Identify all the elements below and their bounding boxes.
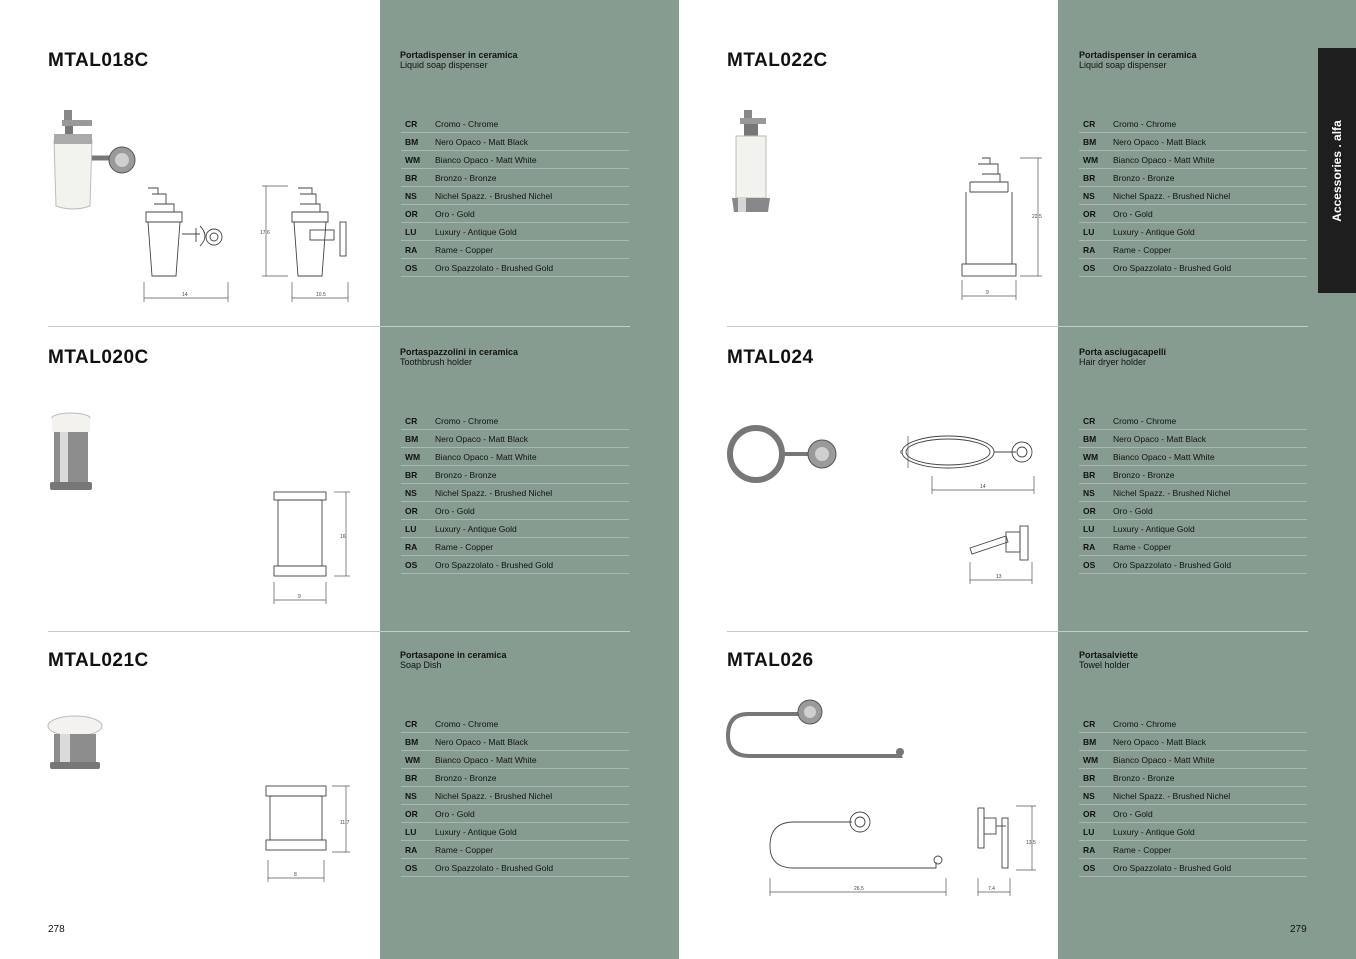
product-title (400, 50, 620, 70)
title-english: Soap Dish (400, 660, 442, 670)
title-italian: Portaspazzolini in ceramica (400, 347, 519, 357)
finish-code: WM (1083, 451, 1099, 462)
finish-code: RA (405, 244, 418, 255)
finish-name: Oro Spazzolato - Brushed Gold (435, 559, 554, 570)
finish-row (1079, 859, 1307, 877)
finish-row (401, 241, 629, 259)
finish-name: Oro - Gold (1113, 505, 1153, 516)
finish-code: NS (405, 487, 417, 498)
finish-code: OS (1083, 262, 1096, 273)
finish-name: Bronzo - Bronze (435, 172, 497, 183)
finish-name: Luxury - Antique Gold (1113, 826, 1195, 837)
finish-code: BR (405, 469, 418, 480)
finish-name: Nichel Spazz. - Brushed Nichel (435, 790, 553, 801)
finish-name: Nichel Spazz. - Brushed Nichel (1113, 487, 1231, 498)
title-english: Liquid soap dispenser (1079, 60, 1167, 70)
finish-name: Oro Spazzolato - Brushed Gold (435, 862, 554, 873)
finish-name: Rame - Copper (435, 541, 494, 552)
finish-name: Nichel Spazz. - Brushed Nichel (1113, 190, 1231, 201)
finish-name: Rame - Copper (1113, 244, 1172, 255)
dimension-label: 10.5 (316, 292, 326, 298)
finish-name: Oro - Gold (435, 208, 475, 219)
finish-code: CR (1083, 718, 1096, 729)
finish-name: Bianco Opaco - Matt White (1113, 154, 1215, 165)
finish-row (1079, 430, 1307, 448)
soap-dispenser-front-drawing (138, 182, 238, 304)
finish-row (1079, 448, 1307, 466)
finish-name: Bronzo - Bronze (1113, 172, 1175, 183)
finish-name: Cromo - Chrome (1113, 118, 1177, 129)
page-number-right: 279 (1290, 924, 1307, 935)
finish-row (1079, 823, 1307, 841)
finish-code: BR (1083, 172, 1096, 183)
finish-table (401, 715, 629, 877)
finish-row (1079, 733, 1307, 751)
finish-row (401, 187, 629, 205)
finish-name: Nero Opaco - Matt Black (1113, 136, 1207, 147)
finish-code: LU (1083, 523, 1095, 534)
finish-code: RA (405, 844, 418, 855)
finish-name: Nichel Spazz. - Brushed Nichel (1113, 790, 1231, 801)
finish-name: Oro - Gold (1113, 208, 1153, 219)
finish-row (1079, 115, 1307, 133)
dimension-label: 6 (900, 450, 903, 456)
finish-name: Nero Opaco - Matt Black (435, 433, 529, 444)
finish-row (1079, 556, 1307, 574)
dimension-label: 26.5 (854, 886, 864, 892)
product-title (1079, 50, 1299, 70)
finish-row (401, 823, 629, 841)
finish-row (1079, 223, 1307, 241)
finish-row (1079, 805, 1307, 823)
finish-row (1079, 841, 1307, 859)
finish-name: Rame - Copper (435, 244, 494, 255)
finish-name: Rame - Copper (1113, 844, 1172, 855)
finish-code: OR (1083, 505, 1096, 516)
countertop-dispenser-drawing (954, 152, 1046, 302)
product-title (400, 347, 620, 367)
title-italian: Portasapone in ceramica (400, 650, 507, 660)
product-code: MTAL020C (48, 347, 149, 368)
finish-name: Oro Spazzolato - Brushed Gold (435, 262, 554, 273)
dimension-label: 13.5 (1026, 840, 1036, 846)
finish-row (401, 151, 629, 169)
finish-name: Bianco Opaco - Matt White (435, 754, 537, 765)
dimension-label: 9 (986, 290, 989, 296)
finish-code: OR (405, 505, 418, 516)
finish-name: Nichel Spazz. - Brushed Nichel (435, 190, 553, 201)
finish-code: NS (1083, 487, 1095, 498)
finish-name: Cromo - Chrome (1113, 415, 1177, 426)
finish-name: Luxury - Antique Gold (435, 826, 517, 837)
finish-row (401, 520, 629, 538)
finish-code: LU (405, 226, 417, 237)
dimension-label: 17.6 (260, 230, 270, 236)
finish-code: OS (405, 559, 418, 570)
finish-name: Bianco Opaco - Matt White (1113, 451, 1215, 462)
finish-code: CR (1083, 118, 1096, 129)
finish-name: Oro - Gold (1113, 808, 1153, 819)
section-tab-label: Accessories . alfa (1330, 119, 1344, 222)
finish-code: BR (1083, 469, 1096, 480)
finish-name: Bronzo - Bronze (435, 772, 497, 783)
finish-name: Bianco Opaco - Matt White (1113, 754, 1215, 765)
product-title (1079, 650, 1299, 670)
finish-table (1079, 115, 1307, 277)
finish-code: BM (1083, 136, 1097, 147)
finish-code: OR (405, 808, 418, 819)
finish-row (401, 259, 629, 277)
finish-code: OS (405, 262, 418, 273)
finish-code: BM (1083, 736, 1097, 747)
finish-code: CR (405, 415, 418, 426)
finish-name: Luxury - Antique Gold (435, 226, 517, 237)
toothbrush-holder-drawing (268, 488, 354, 606)
finish-code: LU (1083, 226, 1095, 237)
product-code: MTAL021C (48, 650, 149, 671)
finish-row (1079, 133, 1307, 151)
finish-row (1079, 151, 1307, 169)
finish-row (1079, 205, 1307, 223)
finish-code: BM (1083, 433, 1097, 444)
dimension-label: 14 (182, 292, 188, 298)
finish-code: RA (1083, 541, 1096, 552)
finish-name: Bianco Opaco - Matt White (435, 451, 537, 462)
finish-row (401, 841, 629, 859)
finish-table (1079, 715, 1307, 877)
dimension-label: 13 (996, 574, 1002, 580)
finish-code: BM (405, 736, 419, 747)
finish-row (401, 715, 629, 733)
finish-row (401, 502, 629, 520)
soap-dish-photo (46, 714, 106, 772)
finish-code: BR (1083, 772, 1096, 783)
finish-row (401, 223, 629, 241)
divider (727, 326, 1308, 327)
title-italian: Portadispenser in ceramica (1079, 50, 1197, 60)
finish-row (1079, 187, 1307, 205)
towel-holder-side-drawing (972, 800, 1042, 900)
finish-code: NS (405, 790, 417, 801)
finish-table (1079, 412, 1307, 574)
title-italian: Portadispenser in ceramica (400, 50, 518, 60)
finish-row (401, 805, 629, 823)
dimension-label: 14 (980, 484, 986, 490)
finish-row (1079, 241, 1307, 259)
finish-code: LU (1083, 826, 1095, 837)
finish-row (401, 733, 629, 751)
finish-row (1079, 769, 1307, 787)
finish-row (401, 538, 629, 556)
finish-row (1079, 715, 1307, 733)
divider (48, 631, 630, 632)
finish-name: Nero Opaco - Matt Black (435, 136, 529, 147)
finish-name: Oro - Gold (435, 808, 475, 819)
finish-code: NS (1083, 190, 1095, 201)
finish-row (401, 484, 629, 502)
finish-code: OS (1083, 559, 1096, 570)
divider (48, 326, 630, 327)
finish-code: WM (1083, 154, 1099, 165)
finish-row (401, 448, 629, 466)
finish-row (401, 133, 629, 151)
title-english: Toothbrush holder (400, 357, 473, 367)
finish-code: OR (1083, 208, 1096, 219)
finish-row (401, 412, 629, 430)
title-english: Towel holder (1079, 660, 1130, 670)
hair-dryer-holder-side-drawing (962, 518, 1042, 588)
soap-dispenser-side-drawing (258, 182, 358, 304)
finish-code: OR (1083, 808, 1096, 819)
finish-code: RA (405, 541, 418, 552)
finish-code: RA (1083, 244, 1096, 255)
finish-name: Oro Spazzolato - Brushed Gold (1113, 559, 1232, 570)
finish-name: Cromo - Chrome (435, 118, 499, 129)
finish-code: LU (405, 523, 417, 534)
finish-code: BM (405, 433, 419, 444)
finish-code: BR (405, 772, 418, 783)
finish-row (1079, 169, 1307, 187)
dimension-label: 9 (298, 594, 301, 600)
finish-name: Cromo - Chrome (1113, 718, 1177, 729)
finish-row (1079, 520, 1307, 538)
finish-row (1079, 412, 1307, 430)
finish-code: LU (405, 826, 417, 837)
finish-name: Bianco Opaco - Matt White (435, 154, 537, 165)
product-code: MTAL024 (727, 347, 814, 368)
finish-code: NS (1083, 790, 1095, 801)
finish-row (401, 169, 629, 187)
finish-code: WM (1083, 754, 1099, 765)
finish-row (1079, 751, 1307, 769)
finish-name: Bronzo - Bronze (435, 469, 497, 480)
finish-name: Luxury - Antique Gold (1113, 226, 1195, 237)
product-code: MTAL026 (727, 650, 814, 671)
page-number-left: 278 (48, 924, 65, 935)
finish-row (1079, 484, 1307, 502)
finish-name: Cromo - Chrome (435, 415, 499, 426)
finish-row (401, 115, 629, 133)
finish-row (401, 466, 629, 484)
product-title (400, 650, 620, 670)
finish-row (401, 430, 629, 448)
finish-code: BM (405, 136, 419, 147)
finish-name: Oro - Gold (435, 505, 475, 516)
dimension-label: 8 (294, 872, 297, 878)
product-code: MTAL018C (48, 50, 149, 71)
finish-row (401, 859, 629, 877)
finish-name: Rame - Copper (435, 844, 494, 855)
finish-code: WM (405, 754, 421, 765)
finish-name: Nero Opaco - Matt Black (435, 736, 529, 747)
hair-dryer-holder-photo (726, 420, 842, 486)
title-italian: Porta asciugacapelli (1079, 347, 1167, 357)
finish-name: Rame - Copper (1113, 541, 1172, 552)
finish-name: Oro Spazzolato - Brushed Gold (1113, 262, 1232, 273)
title-english: Liquid soap dispenser (400, 60, 488, 70)
finish-name: Luxury - Antique Gold (1113, 523, 1195, 534)
finish-row (401, 787, 629, 805)
finish-row (401, 769, 629, 787)
finish-row (1079, 787, 1307, 805)
finish-code: OR (405, 208, 418, 219)
finish-code: WM (405, 154, 421, 165)
finish-code: NS (405, 190, 417, 201)
finish-name: Luxury - Antique Gold (435, 523, 517, 534)
finish-name: Bronzo - Bronze (1113, 772, 1175, 783)
finish-table (401, 115, 629, 277)
finish-row (401, 556, 629, 574)
towel-holder-front-drawing (764, 804, 954, 900)
section-tab (1318, 48, 1356, 293)
divider (727, 631, 1308, 632)
finish-code: CR (405, 118, 418, 129)
dimension-label: 22.5 (1032, 214, 1042, 220)
finish-row (1079, 538, 1307, 556)
hair-dryer-holder-top-drawing (898, 428, 1044, 498)
finish-name: Nero Opaco - Matt Black (1113, 736, 1207, 747)
title-english: Hair dryer holder (1079, 357, 1147, 367)
finish-code: CR (1083, 415, 1096, 426)
finish-code: RA (1083, 844, 1096, 855)
finish-table (401, 412, 629, 574)
finish-code: WM (405, 451, 421, 462)
finish-name: Oro Spazzolato - Brushed Gold (1113, 862, 1232, 873)
finish-name: Bronzo - Bronze (1113, 469, 1175, 480)
dimension-label: 11.7 (340, 820, 350, 826)
toothbrush-holder-photo (48, 410, 98, 494)
countertop-dispenser-photo (728, 108, 774, 218)
finish-row (401, 205, 629, 223)
finish-row (401, 751, 629, 769)
dimension-label: 16 (340, 534, 346, 540)
soap-dispenser-photo (48, 108, 140, 216)
finish-row (1079, 502, 1307, 520)
finish-name: Cromo - Chrome (435, 718, 499, 729)
finish-row (1079, 466, 1307, 484)
title-italian: Portasalviette (1079, 650, 1139, 660)
dimension-label: 7.4 (988, 886, 995, 892)
product-code: MTAL022C (727, 50, 828, 71)
finish-name: Nero Opaco - Matt Black (1113, 433, 1207, 444)
finish-code: CR (405, 718, 418, 729)
finish-code: OS (405, 862, 418, 873)
finish-code: OS (1083, 862, 1096, 873)
towel-holder-photo (724, 694, 908, 766)
product-title (1079, 347, 1299, 367)
finish-row (1079, 259, 1307, 277)
finish-name: Nichel Spazz. - Brushed Nichel (435, 487, 553, 498)
finish-code: BR (405, 172, 418, 183)
soap-dish-drawing (262, 782, 354, 886)
